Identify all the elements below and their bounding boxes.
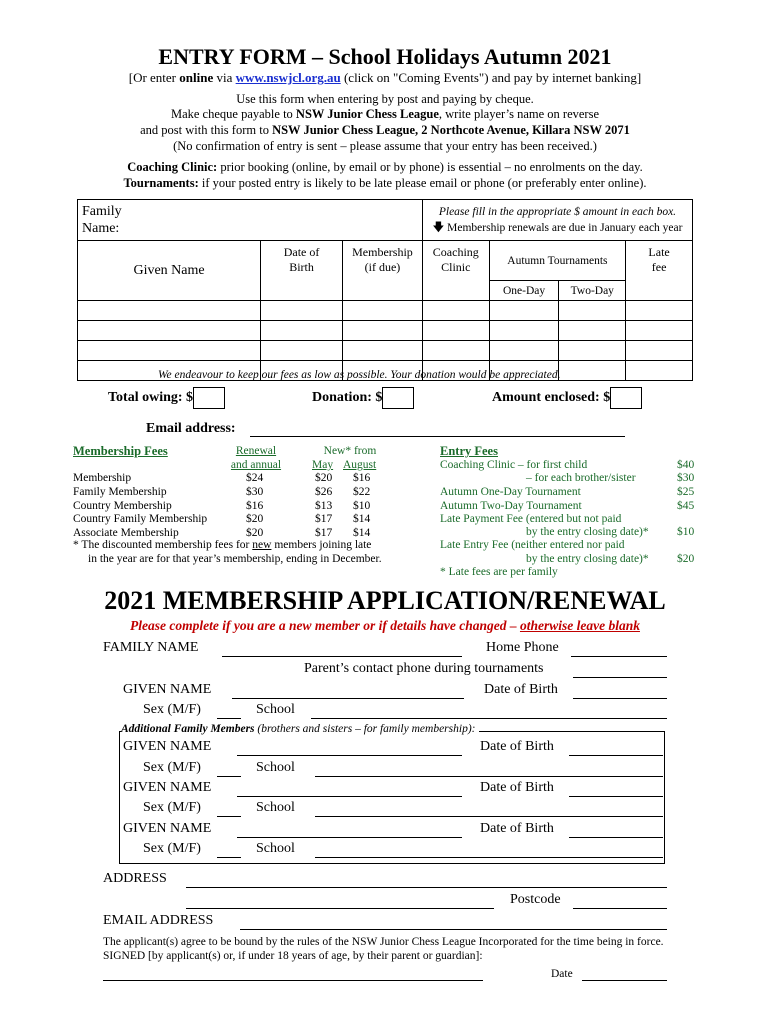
entry-fee-amount: $40 xyxy=(677,459,695,471)
school-label: School xyxy=(256,702,295,717)
fee-row-may: $17 xyxy=(315,527,333,539)
sex-field[interactable] xyxy=(217,816,241,817)
total-owing-box[interactable] xyxy=(193,387,225,409)
given-name-label: GIVEN NAME xyxy=(123,682,212,697)
entry-fee-name: by the entry closing date)* xyxy=(526,553,649,565)
col-two-day: Two-Day xyxy=(559,281,626,301)
online-via: via xyxy=(213,70,236,85)
entry-fees-heading: Entry Fees xyxy=(440,444,498,458)
dob-label: Date of Birth xyxy=(480,739,554,754)
fee-row-name: Country Membership xyxy=(73,500,172,512)
amount-enclosed-label: Amount enclosed: $ xyxy=(492,390,611,406)
fee-row-name: Family Membership xyxy=(73,486,167,498)
fee-row-aug: $16 xyxy=(353,472,371,484)
membership-note-2: in the year are for that year’s membership, ending in December. xyxy=(88,553,382,565)
family-name-field[interactable] xyxy=(222,656,462,657)
email-address-label: EMAIL ADDRESS xyxy=(103,913,214,928)
col-dob-2: Birth xyxy=(289,260,314,274)
tournaments-label: Tournaments: xyxy=(123,176,199,190)
entry-fee-name: by the entry closing date)* xyxy=(526,526,649,538)
col-autumn-tournaments: Autumn Tournaments xyxy=(489,241,626,281)
email-line xyxy=(146,421,236,437)
address-field-1[interactable] xyxy=(186,887,667,888)
family-name-cell[interactable] xyxy=(78,200,423,241)
col-late-fee xyxy=(626,241,693,301)
family-name-label2: Name: xyxy=(82,221,120,236)
fee-row-renewal: $24 xyxy=(246,472,264,484)
entry-fee-amount: $45 xyxy=(677,500,695,512)
additional-rest: (brothers and sisters – for family membership): xyxy=(254,723,476,735)
col-late-1: Late xyxy=(648,245,670,259)
school-field[interactable] xyxy=(315,816,663,817)
address-field-2[interactable] xyxy=(186,908,494,909)
tournaments-text: if your posted entry is likely to be late please email or phone (or preferably enter online). xyxy=(198,176,647,190)
fee-row-aug: $10 xyxy=(353,500,371,512)
col-new: New* from xyxy=(323,445,377,457)
entry-fee-name: Autumn Two-Day Tournament xyxy=(440,500,582,512)
fee-row-may: $13 xyxy=(315,500,333,512)
coaching-text: prior booking (online, by email or by phone) is essential – no enrolments on the day. xyxy=(217,160,643,174)
school-label: School xyxy=(256,760,295,775)
fill-note-cell xyxy=(422,200,692,241)
dob-label: Date of Birth xyxy=(480,780,554,795)
email-field[interactable] xyxy=(250,436,625,437)
postcode-field[interactable] xyxy=(573,908,667,909)
school-field[interactable] xyxy=(315,776,663,777)
col-mem-1: Membership xyxy=(352,245,413,259)
entry-fee-amount: $25 xyxy=(677,486,695,498)
fee-row-renewal: $16 xyxy=(246,500,264,512)
cheque-payee: NSW Junior Chess League xyxy=(295,107,439,121)
online-post: (click on "Coming Events") and pay by internet banking] xyxy=(340,70,642,85)
given-name-label: GIVEN NAME xyxy=(123,739,212,754)
subtitle-pre: Please complete if you are a new member or if details have changed – xyxy=(130,618,520,633)
online-pre: [Or enter xyxy=(128,70,180,85)
fee-row-aug: $14 xyxy=(353,513,371,525)
entry-fee-amount: $10 xyxy=(677,526,695,538)
dob-field[interactable] xyxy=(573,698,667,699)
entry-table xyxy=(77,199,693,381)
dob-field[interactable] xyxy=(569,796,663,797)
col-one-day: One-Day xyxy=(489,281,559,301)
sex-field[interactable] xyxy=(217,718,241,719)
signed-text: SIGNED [by applicant(s) or, if under 18 years of age, by their parent or guardian]: xyxy=(103,950,483,962)
note1-new: new xyxy=(252,539,272,551)
cheque-instruction xyxy=(0,106,770,122)
col-coach-2: Clinic xyxy=(441,260,471,274)
school-label: School xyxy=(256,841,295,856)
entry-fee-name: Late Entry Fee (neither entered nor paid xyxy=(440,539,625,551)
given-name-field[interactable] xyxy=(237,837,462,838)
donation xyxy=(312,387,414,409)
family-name-label: Family xyxy=(82,204,122,219)
tournaments-note xyxy=(0,175,770,191)
col-membership xyxy=(343,241,423,301)
entry-fee-amount: $30 xyxy=(677,472,695,484)
address-instruction xyxy=(0,122,770,138)
home-phone-field[interactable] xyxy=(571,656,667,657)
application-subtitle xyxy=(0,618,770,634)
postal-address: NSW Junior Chess League, 2 Northcote Avenue, Killara NSW 2071 xyxy=(272,123,630,137)
sex-label: Sex (M/F) xyxy=(143,841,201,856)
entry-fee-name: – for each brother/sister xyxy=(526,472,636,484)
fee-row-renewal: $20 xyxy=(246,513,264,525)
given-name-field[interactable] xyxy=(237,755,462,756)
school-label: School xyxy=(256,800,295,815)
website-link[interactable]: www.nswjcl.org.au xyxy=(235,70,341,85)
sex-label: Sex (M/F) xyxy=(143,702,201,717)
late-fees-note: * Late fees are per family xyxy=(440,566,558,578)
amount-enclosed-box[interactable] xyxy=(610,387,642,409)
sex-label: Sex (M/F) xyxy=(143,760,201,775)
col-renewal-2: and annual xyxy=(230,459,282,471)
table-row[interactable] xyxy=(78,321,693,341)
membership-note-1 xyxy=(73,539,371,551)
home-phone-label: Home Phone xyxy=(486,640,559,655)
dob-field[interactable] xyxy=(569,755,663,756)
subtitle-leave-blank: otherwise leave blank xyxy=(519,618,640,633)
given-name-label: GIVEN NAME xyxy=(123,821,212,836)
fee-row-name: Membership xyxy=(73,472,132,484)
dob-label: Date of Birth xyxy=(480,821,554,836)
entry-fee-name: Coaching Clinic – for first child xyxy=(440,459,588,471)
fee-row-may: $20 xyxy=(315,472,333,484)
online-bold: online xyxy=(179,70,214,85)
fee-row-name: Associate Membership xyxy=(73,527,179,539)
application-title: 2021 MEMBERSHIP APPLICATION/RENEWAL xyxy=(104,586,666,615)
cheque-pre: Make cheque payable to xyxy=(170,107,296,121)
agreement-text: The applicant(s) agree to be bound by the rules of the NSW Junior Chess League Incorporated for the time being in force. xyxy=(103,936,664,948)
table-row[interactable] xyxy=(78,341,693,361)
fill-note: Please fill in the appropriate $ amount in each box. xyxy=(438,206,677,218)
col-may: May xyxy=(312,459,334,471)
given-name-field[interactable] xyxy=(237,796,462,797)
parent-phone-field[interactable] xyxy=(573,677,667,678)
membership-fees-heading: Membership Fees xyxy=(73,444,168,458)
email-label: Email address: xyxy=(146,421,236,436)
table-row[interactable] xyxy=(78,301,693,321)
col-aug: August xyxy=(343,459,377,471)
sex-field[interactable] xyxy=(217,776,241,777)
total-owing-label: Total owing: $ xyxy=(108,390,194,406)
additional-bold: Additional Family Members xyxy=(121,723,255,735)
address-pre: and post with this form to xyxy=(140,123,273,137)
address-label: ADDRESS xyxy=(103,871,167,886)
col-late-2: fee xyxy=(651,260,667,274)
fee-row-aug: $22 xyxy=(353,486,371,498)
col-dob-1: Date of xyxy=(283,245,320,259)
sex-label: Sex (M/F) xyxy=(143,800,201,815)
dob-field[interactable] xyxy=(569,837,663,838)
coaching-note xyxy=(0,159,770,175)
donation-note: We endeavour to keep our fees as low as possible. Your donation would be appreciated. xyxy=(158,369,561,381)
note1-post: members joining late xyxy=(271,539,372,551)
cheque-post: , write player’s name on reverse xyxy=(438,107,600,121)
family-name-label: FAMILY NAME xyxy=(103,640,199,655)
col-dob xyxy=(261,241,343,301)
entry-fee-amount: $20 xyxy=(677,553,695,565)
entry-fee-name: Late Payment Fee (entered but not paid xyxy=(440,513,622,525)
col-mem-2: (if due) xyxy=(364,260,401,274)
coaching-label: Coaching Clinic: xyxy=(127,160,218,174)
school-field[interactable] xyxy=(311,718,667,719)
donation-box[interactable] xyxy=(382,387,414,409)
online-entry-line xyxy=(0,70,770,86)
fee-row-may: $26 xyxy=(315,486,333,498)
amount-enclosed xyxy=(492,387,642,409)
post-instruction: Use this form when entering by post and paying by cheque. xyxy=(236,92,534,106)
school-field[interactable] xyxy=(315,857,663,858)
confirmation-note: (No confirmation of entry is sent – please assume that your entry has been received.) xyxy=(173,139,597,153)
fee-row-aug: $14 xyxy=(353,527,371,539)
note1-pre: * The discounted membership fees for xyxy=(73,539,253,551)
form-title: ENTRY FORM – School Holidays Autumn 2021 xyxy=(158,44,612,69)
sex-field[interactable] xyxy=(217,857,241,858)
parent-phone-label: Parent’s contact phone during tournaments xyxy=(304,661,544,676)
total-owing xyxy=(108,387,225,409)
col-coaching xyxy=(422,241,489,301)
postcode-label: Postcode xyxy=(510,892,561,907)
renewal-note: 🡇 Membership renewals are due in January each year xyxy=(432,222,683,234)
email-address-field[interactable] xyxy=(240,929,667,930)
col-renewal-1: Renewal xyxy=(235,445,277,457)
col-coach-1: Coaching xyxy=(432,245,479,259)
donation-label: Donation: $ xyxy=(312,390,383,406)
signature-field[interactable] xyxy=(103,980,483,981)
fee-row-renewal: $30 xyxy=(246,486,264,498)
fee-row-name: Country Family Membership xyxy=(73,513,208,525)
date-field[interactable] xyxy=(582,980,667,981)
date-label: Date xyxy=(551,968,573,980)
entry-fee-name: Autumn One-Day Tournament xyxy=(440,486,581,498)
fee-row-may: $17 xyxy=(315,513,333,525)
fee-row-renewal: $20 xyxy=(246,527,264,539)
dob-label: Date of Birth xyxy=(484,682,558,697)
additional-members-heading xyxy=(121,723,479,735)
given-name-field[interactable] xyxy=(232,698,464,699)
col-given-name: Given Name xyxy=(78,241,261,301)
given-name-label: GIVEN NAME xyxy=(123,780,212,795)
